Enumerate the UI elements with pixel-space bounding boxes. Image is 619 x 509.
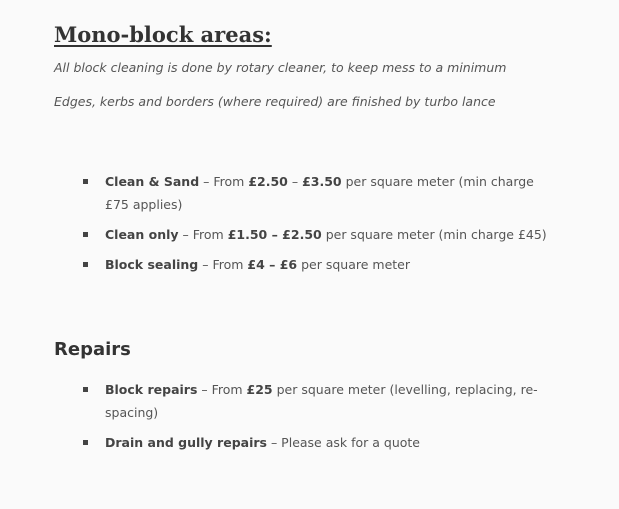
price-text: per square meter (min charge £45)	[321, 227, 547, 242]
service-name: Drain and gully repairs	[105, 435, 267, 450]
price-text: – From	[178, 227, 228, 242]
list-item	[105, 431, 555, 454]
price-text: per square meter (levelling, replacing, re-spacing)	[105, 382, 538, 420]
service-name: Clean & Sand	[105, 174, 200, 189]
price-text: –	[287, 174, 303, 189]
mono-block-heading: Mono-block areas:	[54, 22, 272, 47]
price-text: – From	[197, 382, 247, 397]
service-name: Clean only	[105, 227, 179, 242]
list-item	[105, 170, 555, 216]
price-value: £4 – £6	[247, 257, 298, 272]
edges-note: Edges, kerbs and borders (where required) are finished by turbo lance	[54, 94, 496, 109]
price-text: per square meter (min charge £75 applies)	[105, 174, 534, 212]
price-text: per square meter	[297, 257, 411, 272]
list-item	[105, 253, 555, 276]
cleaning-note: All block cleaning is done by rotary cleaner, to keep mess to a minimum	[54, 60, 507, 75]
price-text: – Please ask for a quote	[266, 435, 420, 450]
price-value: £3.50	[302, 174, 342, 189]
list-item	[105, 223, 555, 246]
price-value: £25	[246, 382, 273, 397]
mono-block-price-list	[105, 170, 555, 283]
repairs-price-list	[105, 378, 555, 461]
list-item	[105, 378, 555, 424]
price-value: £2.50	[248, 174, 288, 189]
service-name: Block repairs	[105, 382, 198, 397]
price-text: – From	[199, 174, 249, 189]
price-value: £1.50 – £2.50	[227, 227, 322, 242]
price-text: – From	[198, 257, 248, 272]
service-name: Block sealing	[105, 257, 199, 272]
repairs-heading: Repairs	[54, 339, 131, 360]
